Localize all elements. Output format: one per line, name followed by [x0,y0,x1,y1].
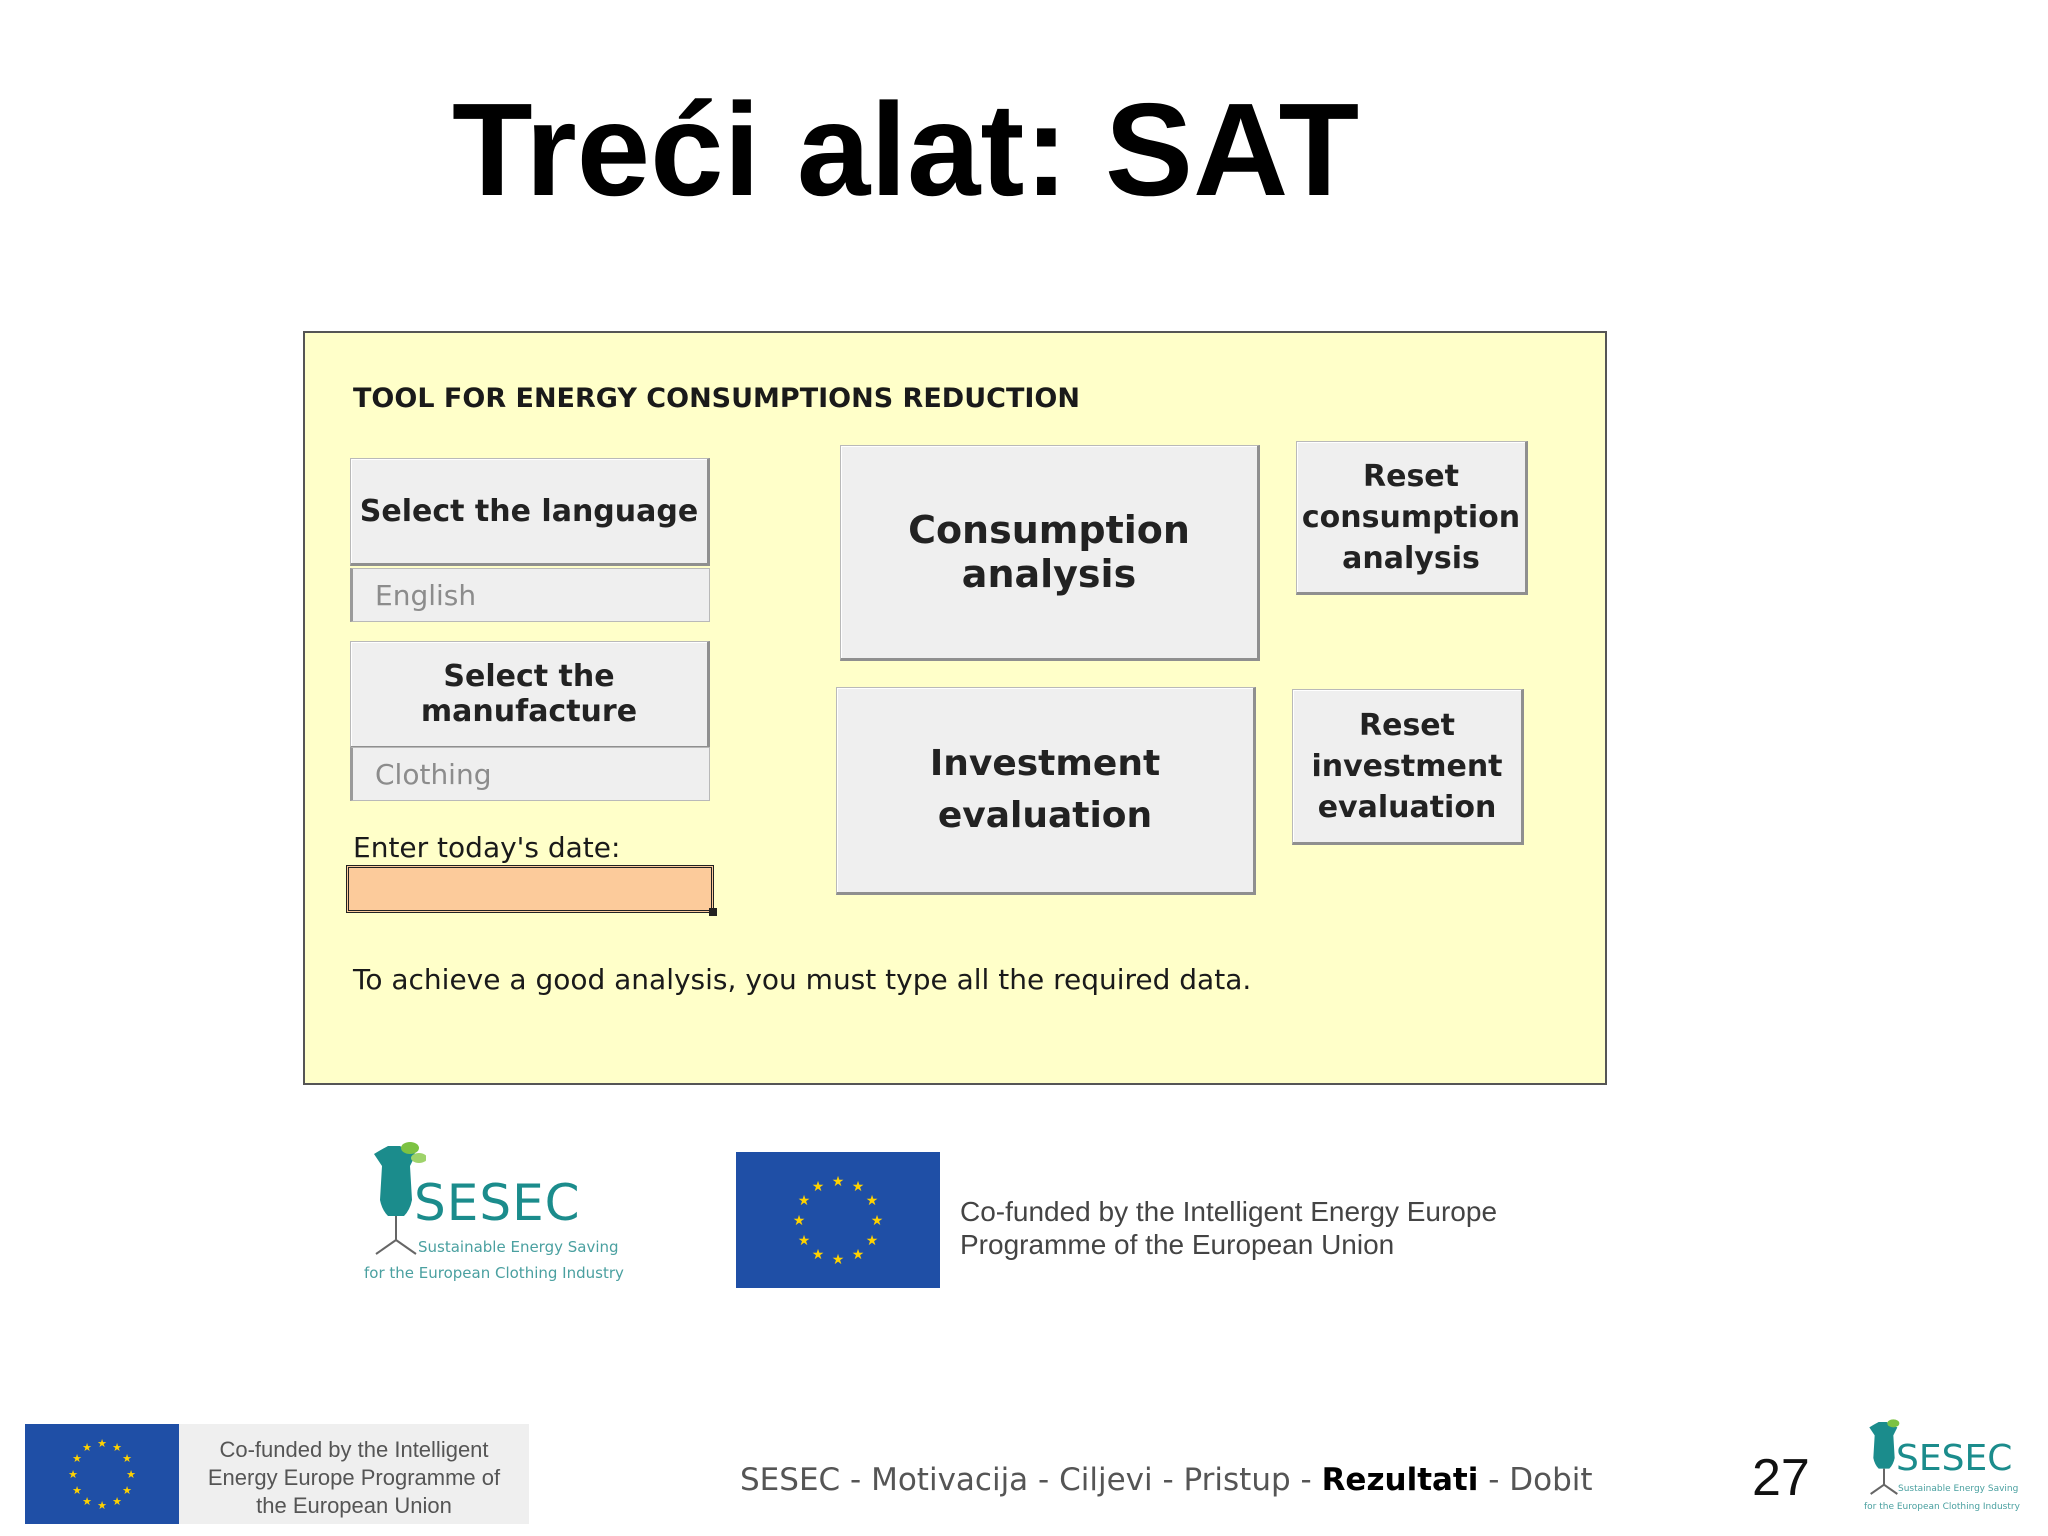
svg-text:★: ★ [797,1233,811,1249]
svg-text:★: ★ [72,1452,82,1465]
footer-eu-line-1: Co-funded by the Intelligent [219,1437,489,1462]
svg-text:★: ★ [831,1252,845,1268]
footer-sesec-logo [1862,1418,2032,1530]
svg-text:★: ★ [122,1484,132,1497]
reset-consumption-analysis-button[interactable]: Reset consumption analysis [1296,441,1528,595]
cell-fill-handle[interactable] [709,908,717,916]
breadcrumb-separator: - [1152,1462,1184,1498]
breadcrumb-item-rezultati-active: Rezultati [1321,1462,1479,1498]
svg-text:★: ★ [870,1213,884,1229]
breadcrumb-item-pristup: Pristup [1183,1462,1291,1498]
eu-cofunded-line-2: Programme of the European Union [960,1229,1395,1260]
footer-eu-line-3: the European Union [256,1493,452,1518]
select-manufacture-button[interactable]: Select the manufacture [350,641,710,749]
svg-text:★: ★ [811,1179,825,1195]
svg-text:★: ★ [865,1193,879,1209]
svg-text:★: ★ [122,1452,132,1465]
svg-text:★: ★ [112,1441,122,1454]
svg-text:★: ★ [851,1247,865,1263]
breadcrumb-item-dobit: Dobit [1509,1462,1593,1498]
breadcrumb-separator: - [840,1462,872,1498]
svg-text:★: ★ [126,1468,136,1481]
svg-text:★: ★ [97,1437,107,1450]
breadcrumb-separator: - [1028,1462,1060,1498]
footer-sesec-wordmark: SESEC [1896,1438,2013,1479]
svg-text:★: ★ [68,1468,78,1481]
footer-sesec-tagline-1: Sustainable Energy Saving [1898,1484,2019,1494]
breadcrumb-item-ciljevi: Ciljevi [1059,1462,1153,1498]
footer-sesec-tagline-2: for the European Clothing Industry [1864,1502,2020,1512]
sesec-wordmark: SESEC [414,1174,581,1232]
reset-investment-evaluation-button[interactable]: Reset investment evaluation [1292,689,1524,845]
svg-text:★: ★ [792,1213,806,1229]
footer-eu-cofunded-text [179,1424,529,1524]
sesec-logo [362,1140,624,1290]
svg-text:★: ★ [865,1233,879,1249]
breadcrumb-separator: - [1478,1462,1510,1498]
sesec-tagline-line-2: for the European Clothing Industry [364,1264,624,1282]
svg-text:★: ★ [97,1499,107,1512]
svg-text:★: ★ [82,1495,92,1508]
footer-eu-flag-icon [25,1424,179,1524]
breadcrumb-item-motivacija: Motivacija [871,1462,1029,1498]
svg-text:★: ★ [82,1441,92,1454]
svg-text:★: ★ [112,1495,122,1508]
tool-panel [303,331,1607,1085]
slide-title: Treći alat: SAT [452,76,1360,223]
eu-cofunded-text [960,1195,1497,1261]
svg-text:★: ★ [851,1179,865,1195]
language-field[interactable]: English [350,568,710,622]
consumption-analysis-button[interactable]: Consumption analysis [840,445,1260,661]
manufacture-field[interactable]: Clothing [350,747,710,801]
eu-flag-icon [736,1152,940,1288]
breadcrumb-separator: - [1290,1462,1322,1498]
footer-eu-line-2: Energy Europe Programme of [207,1465,501,1490]
investment-evaluation-button[interactable]: Investment evaluation [836,687,1256,895]
svg-text:★: ★ [72,1484,82,1497]
svg-text:★: ★ [831,1174,845,1190]
page-number: 27 [1752,1449,1810,1507]
sesec-tagline-line-1: Sustainable Energy Saving [418,1238,619,1256]
date-label: Enter today's date: [353,831,621,864]
eu-cofunded-line-1: Co-funded by the Intelligent Energy Europe [960,1196,1498,1227]
tool-heading: TOOL FOR ENERGY CONSUMPTIONS REDUCTION [353,383,1080,414]
svg-text:★: ★ [811,1247,825,1263]
analysis-note: To achieve a good analysis, you must type all the required data. [353,963,1252,996]
date-input[interactable] [346,865,714,913]
svg-text:★: ★ [797,1193,811,1209]
footer-breadcrumb [740,1462,1593,1498]
select-language-button[interactable]: Select the language [350,458,710,566]
breadcrumb-item-sesec: SESEC [740,1462,841,1498]
